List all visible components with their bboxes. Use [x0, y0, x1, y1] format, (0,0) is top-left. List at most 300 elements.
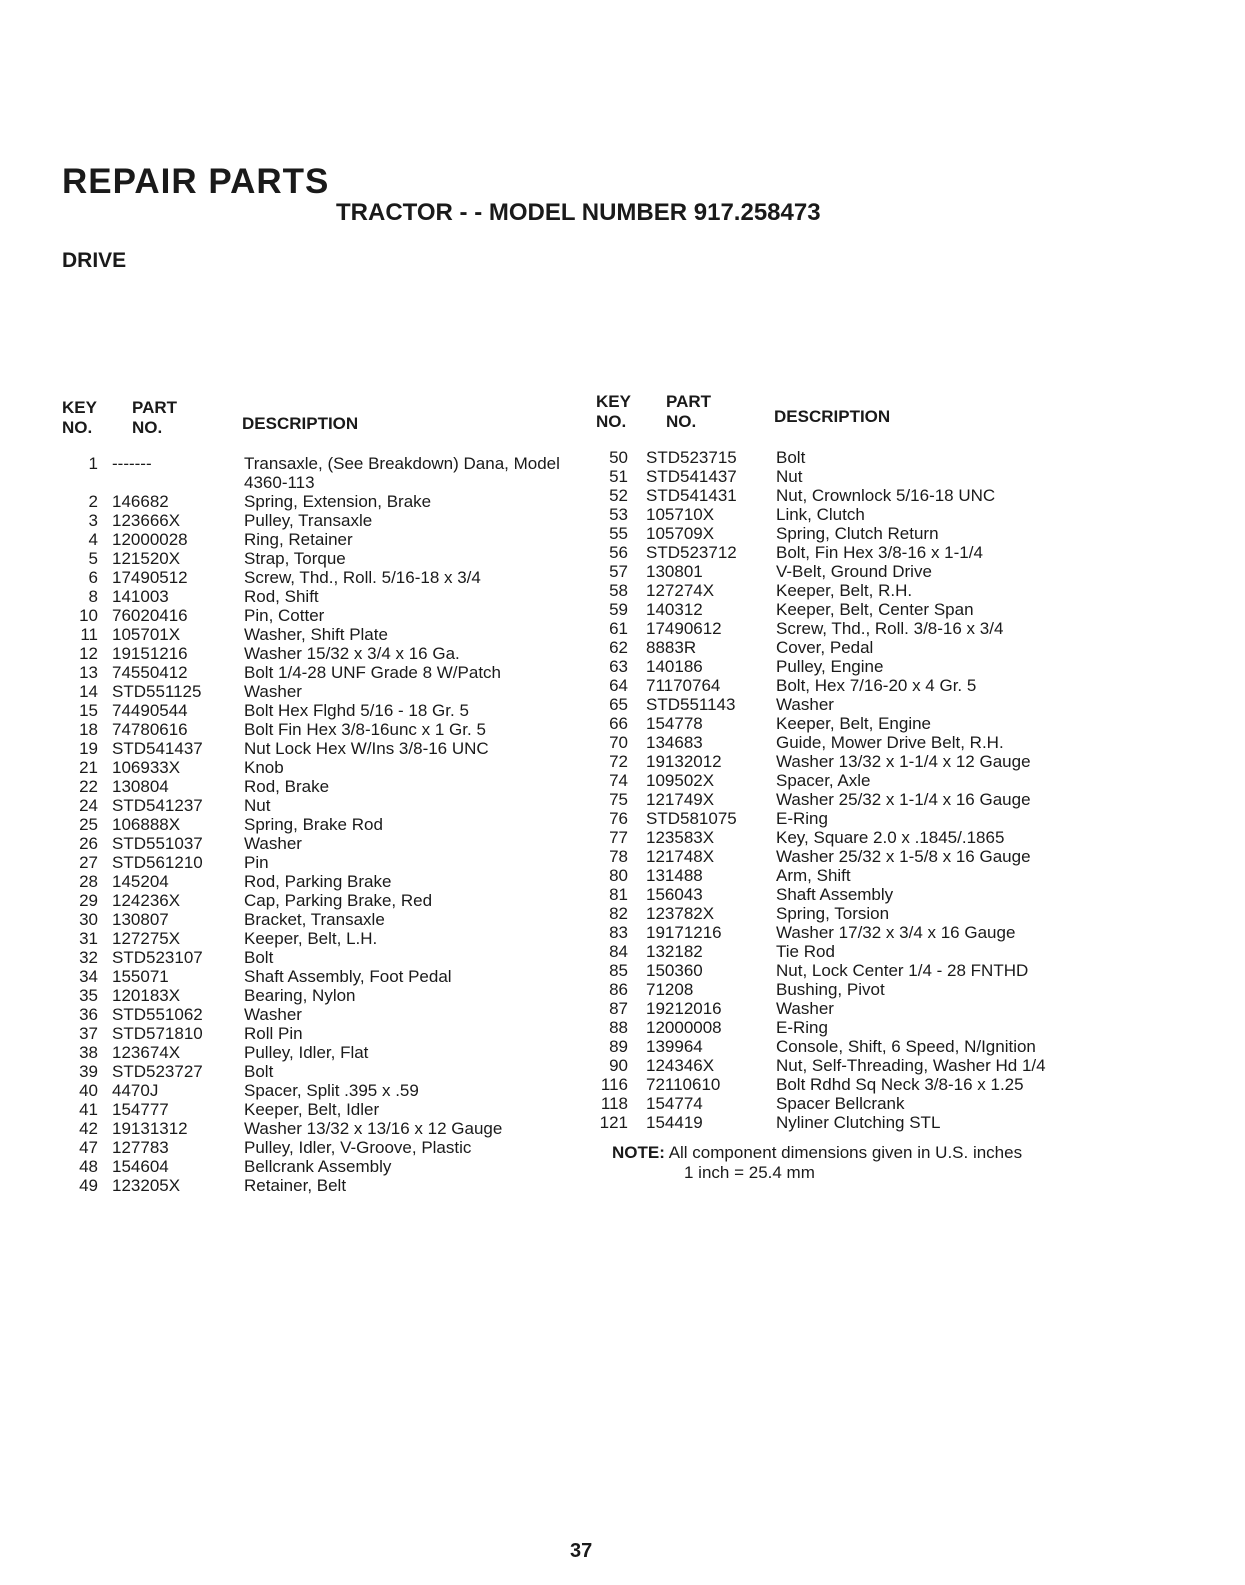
table-row: [62, 1062, 582, 1081]
key-number: 90: [609, 1056, 628, 1075]
key-number: 6: [88, 568, 98, 587]
key-number: 118: [600, 1094, 628, 1113]
table-row: [62, 1005, 582, 1024]
part-description: Washer: [244, 1005, 302, 1024]
key-number: 1: [88, 454, 98, 473]
table-row: [596, 448, 1116, 467]
table-row: [62, 606, 582, 625]
part-number: 72110610: [646, 1075, 721, 1094]
part-description: Nut, Lock Center 1/4 - 28 FNTHD: [776, 961, 1029, 980]
key-number: 70: [609, 733, 628, 752]
key-number: 4: [88, 530, 98, 549]
key-number: 81: [609, 885, 628, 904]
table-row: [62, 701, 582, 720]
part-number: 109502X: [646, 771, 715, 790]
key-number: 36: [79, 1005, 98, 1024]
part-description: Rod, Brake: [244, 777, 330, 796]
table-row: [596, 809, 1116, 828]
part-description: Keeper, Belt, Idler: [244, 1100, 380, 1119]
table-row: [596, 486, 1116, 505]
key-number: 89: [609, 1037, 628, 1056]
table-row: [596, 1018, 1116, 1037]
table-row: [596, 657, 1116, 676]
part-description: Bolt Hex Flghd 5/16 - 18 Gr. 5: [244, 701, 469, 720]
parts-table-left: [62, 398, 582, 1195]
key-number: 27: [79, 853, 98, 872]
part-description: Keeper, Belt, L.H.: [244, 929, 378, 948]
part-number: 155071: [112, 967, 169, 986]
key-number: 8: [88, 587, 98, 606]
key-no-header: [62, 398, 97, 438]
part-description: Spring, Torsion: [776, 904, 890, 923]
part-description: Console, Shift, 6 Speed, N/Ignition: [776, 1037, 1036, 1056]
part-number: STD571810: [112, 1024, 203, 1043]
page-title: REPAIR PARTS: [62, 162, 330, 201]
key-number: 14: [79, 682, 98, 701]
table-row: [62, 986, 582, 1005]
part-description: Rod, Shift: [244, 587, 319, 606]
table-row: [596, 771, 1116, 790]
part-description: Washer 25/32 x 1-1/4 x 16 Gauge: [776, 790, 1031, 809]
part-number: 121749X: [646, 790, 715, 809]
part-description: Bolt: [244, 1062, 274, 1081]
part-description: Spacer, Split .395 x .59: [244, 1081, 419, 1100]
part-description: Rod, Parking Brake: [244, 872, 392, 891]
part-number: 130801: [646, 562, 703, 581]
note-line1: All component dimensions given in U.S. inches: [668, 1143, 1023, 1162]
table-row: [62, 910, 582, 929]
part-description: Washer: [244, 682, 302, 701]
key-number: 80: [609, 866, 628, 885]
key-number: 2: [88, 492, 98, 511]
table-row: [596, 1113, 1116, 1132]
key-number: 64: [609, 676, 628, 695]
key-number: 53: [609, 505, 628, 524]
key-number: 72: [609, 752, 628, 771]
description-header: DESCRIPTION: [774, 407, 891, 426]
part-description: Bracket, Transaxle: [244, 910, 385, 929]
part-number: 74780616: [112, 720, 188, 739]
part-description: Shaft Assembly: [776, 885, 894, 904]
table-row: [62, 891, 582, 910]
key-number: 75: [609, 790, 628, 809]
table-row: [62, 625, 582, 644]
part-description: Arm, Shift: [776, 866, 851, 885]
part-description: Washer: [776, 999, 834, 1018]
part-number: 124236X: [112, 891, 181, 910]
table-row: [62, 777, 582, 796]
key-number: 55: [609, 524, 628, 543]
part-number: STD561210: [112, 853, 203, 872]
key-number: 19: [79, 739, 98, 758]
key-number: 11: [80, 625, 98, 644]
table-row: [62, 492, 582, 511]
part-description: Pulley, Engine: [776, 657, 884, 676]
key-number: 15: [79, 701, 98, 720]
part-description: Knob: [244, 758, 284, 777]
key-number: 121: [599, 1113, 628, 1132]
part-number: 105709X: [646, 524, 715, 543]
key-number: 63: [609, 657, 628, 676]
part-description: Bearing, Nylon: [244, 986, 356, 1005]
table-row: [596, 562, 1116, 581]
table-row: [62, 454, 582, 492]
part-description: Bolt: [776, 448, 806, 467]
part-number: 154419: [646, 1113, 703, 1132]
part-number: 8883R: [646, 638, 697, 657]
table-row: [62, 1119, 582, 1138]
key-number: 78: [609, 847, 628, 866]
table-row: [596, 714, 1116, 733]
part-number: 121520X: [112, 549, 181, 568]
table-row: [596, 676, 1116, 695]
part-description: Bolt Rdhd Sq Neck 3/8-16 x 1.25: [776, 1075, 1024, 1094]
part-description: Keeper, Belt, Engine: [776, 714, 932, 733]
section-heading: DRIVE: [62, 249, 127, 272]
parts-rows-left: [62, 454, 582, 1195]
part-number: 145204: [112, 872, 169, 891]
key-number: 87: [609, 999, 628, 1018]
part-number: 139964: [646, 1037, 703, 1056]
part-description: Nut Lock Hex W/Ins 3/8-16 UNC: [244, 739, 489, 758]
part-description: Bolt: [244, 948, 274, 967]
table-header-right: [596, 392, 1116, 448]
table-row: [596, 638, 1116, 657]
key-number: 38: [79, 1043, 98, 1062]
table-row: [596, 866, 1116, 885]
part-number: 106888X: [112, 815, 181, 834]
key-number: 37: [79, 1024, 98, 1043]
part-number: STD523107: [112, 948, 203, 967]
key-number: 42: [79, 1119, 98, 1138]
part-number: STD523715: [646, 448, 737, 467]
part-number: 19151216: [112, 644, 188, 663]
part-number: STD551143: [646, 695, 736, 714]
table-row: [596, 790, 1116, 809]
part-number: STD523712: [646, 543, 737, 562]
key-number: 52: [609, 486, 628, 505]
key-number: 41: [79, 1100, 98, 1119]
page-number: 37: [570, 1540, 593, 1562]
table-row: [596, 828, 1116, 847]
table-row: [596, 1037, 1116, 1056]
part-number: STD541437: [646, 467, 737, 486]
table-row: [62, 739, 582, 758]
part-number: 130804: [112, 777, 169, 796]
part-description: Nut: [244, 796, 271, 815]
part-number: 120183X: [112, 986, 181, 1005]
part-description: V-Belt, Ground Drive: [776, 562, 932, 581]
part-description: Nut, Self-Threading, Washer Hd 1/4: [776, 1056, 1046, 1075]
table-row: [62, 1138, 582, 1157]
part-description: Screw, Thd., Roll. 5/16-18 x 3/4: [244, 568, 481, 587]
key-number: 35: [79, 986, 98, 1005]
key-number: 61: [609, 619, 628, 638]
table-row: [596, 885, 1116, 904]
part-description: Retainer, Belt: [244, 1176, 347, 1195]
part-number: 19171216: [646, 923, 722, 942]
table-row: [596, 923, 1116, 942]
table-row: [596, 1075, 1116, 1094]
part-number: 74490544: [112, 701, 188, 720]
table-row: [596, 581, 1116, 600]
key-number: 30: [79, 910, 98, 929]
key-number: 62: [609, 638, 628, 657]
part-description: Spring, Brake Rod: [244, 815, 383, 834]
part-description: Pulley, Idler, Flat: [244, 1043, 369, 1062]
part-number: 71208: [646, 980, 694, 999]
part-description: Cap, Parking Brake, Red: [244, 891, 433, 910]
key-number: 26: [79, 834, 98, 853]
part-number: STD581075: [646, 809, 737, 828]
part-number: 134683: [646, 733, 703, 752]
part-number: 127275X: [112, 929, 181, 948]
key-number: 51: [609, 467, 628, 486]
key-number: 86: [609, 980, 628, 999]
part-number: 154778: [646, 714, 703, 733]
key-number: 13: [79, 663, 98, 682]
part-number: 17490512: [112, 568, 188, 587]
table-row: [596, 543, 1116, 562]
part-description: Screw, Thd., Roll. 3/8-16 x 3/4: [776, 619, 1004, 638]
key-number: 48: [79, 1157, 98, 1176]
part-number: 156043: [646, 885, 703, 904]
table-header-left: [62, 398, 582, 454]
part-number: 74550412: [112, 663, 188, 682]
table-row: [62, 644, 582, 663]
part-header-line1: PART: [132, 398, 178, 417]
table-row: [62, 929, 582, 948]
part-description: Nut, Crownlock 5/16-18 UNC: [776, 486, 996, 505]
part-description: Spring, Extension, Brake: [244, 492, 432, 511]
key-number: 29: [79, 891, 98, 910]
part-number: 154777: [112, 1100, 169, 1119]
table-row: [596, 1056, 1116, 1075]
part-number: -------: [112, 454, 152, 473]
table-row: [62, 834, 582, 853]
part-number: 154774: [646, 1094, 703, 1113]
key-number: 3: [88, 511, 98, 530]
part-description: Bushing, Pivot: [776, 980, 885, 999]
part-description: Link, Clutch: [776, 505, 865, 524]
part-no-header: [666, 392, 711, 432]
part-description: Washer 13/32 x 1-1/4 x 12 Gauge: [776, 752, 1031, 771]
part-description: Bolt, Fin Hex 3/8-16 x 1-1/4: [776, 543, 983, 562]
table-row: [596, 619, 1116, 638]
key-header-line2: NO.: [596, 412, 627, 431]
part-description: Strap, Torque: [244, 549, 346, 568]
part-number: 123666X: [112, 511, 181, 530]
key-number: 66: [609, 714, 628, 733]
part-number: 19132012: [646, 752, 722, 771]
model-subtitle: TRACTOR - - MODEL NUMBER 917.258473: [336, 199, 821, 226]
part-header-line2: NO.: [132, 418, 163, 437]
key-number: 74: [609, 771, 628, 790]
table-row: [62, 530, 582, 549]
part-number: 123583X: [646, 828, 715, 847]
part-number: 140312: [646, 600, 703, 619]
part-number: 76020416: [112, 606, 188, 625]
part-description: Tie Rod: [776, 942, 835, 961]
part-description: Washer, Shift Plate: [244, 625, 388, 644]
parts-rows-right: [596, 448, 1116, 1132]
part-header-line1: PART: [666, 392, 712, 411]
table-row: [596, 695, 1116, 714]
part-description: Washer: [244, 834, 302, 853]
part-number: STD523727: [112, 1062, 203, 1081]
key-number: 18: [79, 720, 98, 739]
part-number: 127274X: [646, 581, 715, 600]
table-row: [62, 511, 582, 530]
key-number: 49: [79, 1176, 98, 1195]
table-row: [596, 467, 1116, 486]
table-row: [62, 568, 582, 587]
key-number: 85: [609, 961, 628, 980]
table-row: [62, 1043, 582, 1062]
part-description: Transaxle, (See Breakdown) Dana, Model 4360-113: [244, 454, 560, 492]
part-no-header: [132, 398, 177, 438]
table-row: [62, 549, 582, 568]
part-description: Pin, Cotter: [244, 606, 325, 625]
note-label: NOTE:: [612, 1143, 665, 1162]
part-number: STD541431: [646, 486, 737, 505]
parts-table-right: [596, 392, 1116, 1132]
part-number: 127783: [112, 1138, 169, 1157]
part-number: 4470J: [112, 1081, 159, 1100]
key-number: 24: [79, 796, 98, 815]
part-description: Guide, Mower Drive Belt, R.H.: [776, 733, 1004, 752]
table-row: [62, 796, 582, 815]
key-number: 77: [609, 828, 628, 847]
part-description: Washer 25/32 x 1-5/8 x 16 Gauge: [776, 847, 1031, 866]
table-row: [596, 961, 1116, 980]
key-number: 10: [79, 606, 98, 625]
part-number: STD551125: [112, 682, 202, 701]
table-row: [62, 682, 582, 701]
table-row: [62, 758, 582, 777]
part-description: Washer 15/32 x 3/4 x 16 Ga.: [244, 644, 460, 663]
part-description: Spring, Clutch Return: [776, 524, 939, 543]
table-row: [62, 587, 582, 606]
key-number: 65: [609, 695, 628, 714]
table-row: [596, 847, 1116, 866]
part-number: 131488: [646, 866, 703, 885]
part-description: Bolt, Hex 7/16-20 x 4 Gr. 5: [776, 676, 977, 695]
table-row: [62, 872, 582, 891]
part-description: Pin: [244, 853, 269, 872]
part-number: 17490612: [646, 619, 722, 638]
table-row: [62, 1024, 582, 1043]
key-number: 21: [79, 758, 98, 777]
part-number: 140186: [646, 657, 703, 676]
key-no-header: [596, 392, 631, 432]
key-header-line1: KEY: [62, 398, 97, 417]
part-description: Bolt 1/4-28 UNF Grade 8 W/Patch: [244, 663, 501, 682]
table-row: [62, 720, 582, 739]
key-number: 47: [79, 1138, 98, 1157]
key-number: 31: [79, 929, 98, 948]
key-number: 82: [609, 904, 628, 923]
part-number: 19212016: [646, 999, 722, 1018]
key-header-line2: NO.: [62, 418, 93, 437]
part-number: 19131312: [112, 1119, 188, 1138]
part-description: Pulley, Transaxle: [244, 511, 373, 530]
part-number: 123674X: [112, 1043, 181, 1062]
description-header: DESCRIPTION: [242, 414, 359, 433]
part-description: Pulley, Idler, V-Groove, Plastic: [244, 1138, 472, 1157]
table-row: [596, 1094, 1116, 1113]
key-number: 5: [88, 549, 98, 568]
table-row: [62, 815, 582, 834]
part-description: Ring, Retainer: [244, 530, 353, 549]
key-number: 56: [609, 543, 628, 562]
part-number: 71170764: [646, 676, 721, 695]
key-number: 59: [609, 600, 628, 619]
part-number: STD541237: [112, 796, 203, 815]
part-number: STD541437: [112, 739, 203, 758]
part-number: 105710X: [646, 505, 715, 524]
key-number: 28: [79, 872, 98, 891]
part-description: Keeper, Belt, Center Span: [776, 600, 974, 619]
part-description: Nyliner Clutching STL: [776, 1113, 941, 1132]
part-description: Key, Square 2.0 x .1845/.1865: [776, 828, 1005, 847]
part-number: 123205X: [112, 1176, 181, 1195]
part-description: Washer: [776, 695, 834, 714]
table-row: [596, 980, 1116, 999]
key-number: 40: [79, 1081, 98, 1100]
part-number: 12000008: [646, 1018, 722, 1037]
key-number: 57: [609, 562, 628, 581]
key-number: 50: [609, 448, 628, 467]
part-number: 132182: [646, 942, 703, 961]
key-number: 39: [79, 1062, 98, 1081]
table-row: [596, 524, 1116, 543]
part-number: 121748X: [646, 847, 715, 866]
table-row: [62, 1157, 582, 1176]
part-description: Bolt Fin Hex 3/8-16unc x 1 Gr. 5: [244, 720, 486, 739]
table-row: [596, 904, 1116, 923]
part-number: 154604: [112, 1157, 169, 1176]
key-number: 76: [609, 809, 628, 828]
part-description: E-Ring: [776, 809, 828, 828]
part-number: 141003: [112, 587, 169, 606]
table-row: [596, 999, 1116, 1018]
key-number: 84: [609, 942, 628, 961]
key-number: 32: [79, 948, 98, 967]
table-row: [62, 967, 582, 986]
part-description: Washer 17/32 x 3/4 x 16 Gauge: [776, 923, 1016, 942]
table-row: [62, 948, 582, 967]
key-number: 22: [79, 777, 98, 796]
part-description: Spacer, Axle: [776, 771, 871, 790]
table-row: [596, 600, 1116, 619]
note-line2: 1 inch = 25.4 mm: [684, 1163, 815, 1182]
table-row: [596, 733, 1116, 752]
key-number: 34: [79, 967, 98, 986]
part-number: STD551037: [112, 834, 203, 853]
part-number: 123782X: [646, 904, 715, 923]
part-number: 106933X: [112, 758, 181, 777]
part-number: 105701X: [112, 625, 181, 644]
part-description: Shaft Assembly, Foot Pedal: [244, 967, 452, 986]
part-description: Roll Pin: [244, 1024, 303, 1043]
part-number: STD551062: [112, 1005, 203, 1024]
part-header-line2: NO.: [666, 412, 697, 431]
key-number: 25: [79, 815, 98, 834]
key-number: 12: [79, 644, 98, 663]
part-number: 124346X: [646, 1056, 715, 1075]
part-number: 12000028: [112, 530, 188, 549]
